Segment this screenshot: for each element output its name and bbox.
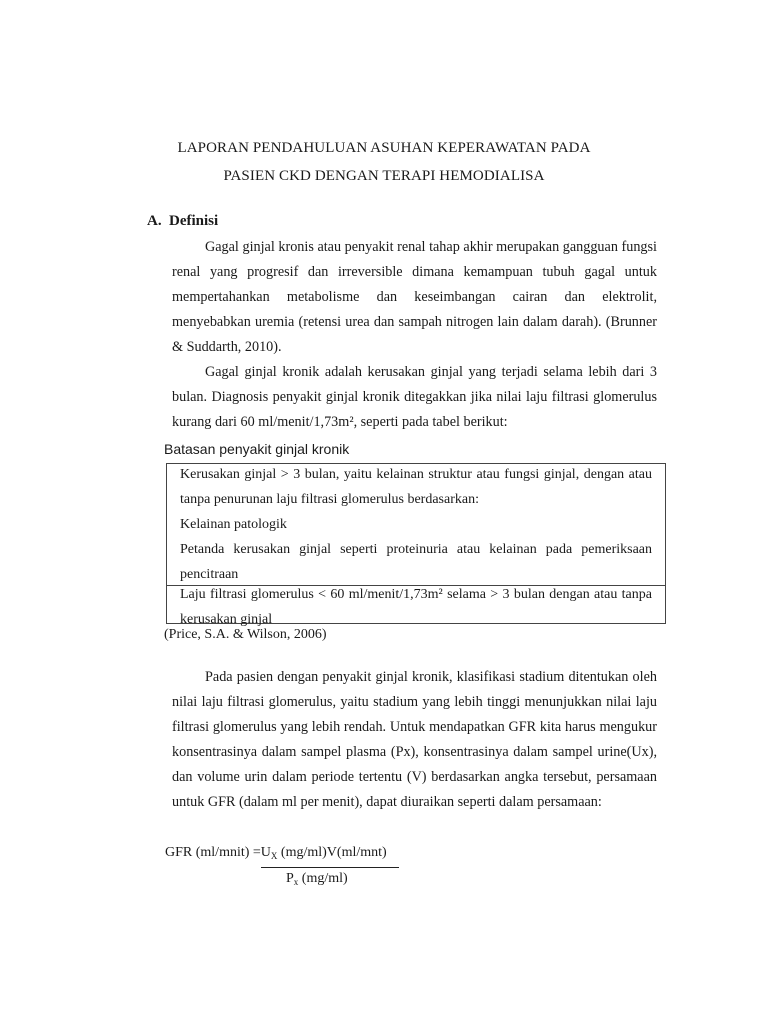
section-title: Definisi [169,213,219,229]
table-cell-kerusakan: Kerusakan ginjal > 3 bulan, yaitu kelainan struktur atau fungsi ginjal, dengan atau tanpa penurunan laju filtrasi glomerulus berdasarkan: [180,467,652,507]
table-source: (Price, S.A. & Wilson, 2006) [164,627,327,642]
formula-u-sub: X [270,851,278,861]
document-title [0,134,768,190]
table-cell-kelainan: Kelainan patologik [180,517,287,532]
formula-numerator [261,842,399,868]
formula-p-sub: x [293,877,299,887]
paragraph-2: Gagal ginjal kronik adalah kerusakan ginjal yang terjadi selama lebih dari 3 bulan. Diagnosis penyakit ginjal kronik ditegakkan jika nilai laju filtrasi glomerulus kurang dari 60 ml/menit/1,73m², seperti pada tabel berikut: [172,364,657,430]
table-caption: Batasan penyakit ginjal kronik [164,441,350,457]
formula-denominator [286,868,348,893]
title-line-2: PASIEN CKD DENGAN TERAPI HEMODIALISA [223,168,545,184]
criteria-table [166,463,666,627]
title-line-1: LAPORAN PENDAHULUAN ASUHAN KEPERAWATAN PADA [177,140,591,156]
table-cell-petanda: Petanda kerusakan ginjal seperti proteinuria atau kelainan pada pemeriksaan pencitraan [180,542,652,582]
formula-den-rest: (mg/ml) [298,871,348,886]
formula-p: P [286,871,294,886]
paragraph-3: Pada pasien dengan penyakit ginjal kronik, klasifikasi stadium ditentukan oleh nilai laju filtrasi glomerulus, yaitu stadium yang lebih tinggi menunjukkan nilai laju filtrasi glomerulus yang lebih rendah. Untuk mendapatkan GFR kita harus mengukur konsentrasinya dalam sampel plasma (Px), konsentrasinya dalam sampel urine(Ux), dan volume urin dalam periode tertentu (V) berdasarkan angka tersebut, persamaan untuk GFR (dalam ml per menit), dapat diuraikan seperti dalam persamaan: [172,669,657,810]
table-cell-laju: Laju filtrasi glomerulus < 60 ml/menit/1,73m² selama > 3 bulan dengan atau tanpa kerusakan ginjal [180,587,652,627]
formula-u: U [260,845,271,860]
section-heading-definisi [147,210,218,232]
paragraph-1: Gagal ginjal kronis atau penyakit renal tahap akhir merupakan gangguan fungsi renal yang progresif dan irreversible dimana kemampuan tubuh gagal untuk mempertahankan metabolisme dan keseimbangan cairan dan elektrolit, menyebabkan uremia (retensi urea dan sampah nitrogen lain dalam darah). (Brunner & Suddarth, 2010). [172,239,657,355]
table-row [167,464,665,585]
gfr-formula [165,842,399,868]
section-letter: A. [147,213,162,229]
formula-lhs: GFR (ml/mnit) = [165,845,261,860]
formula-num-rest: (mg/ml)V(ml/mnt) [277,845,387,860]
